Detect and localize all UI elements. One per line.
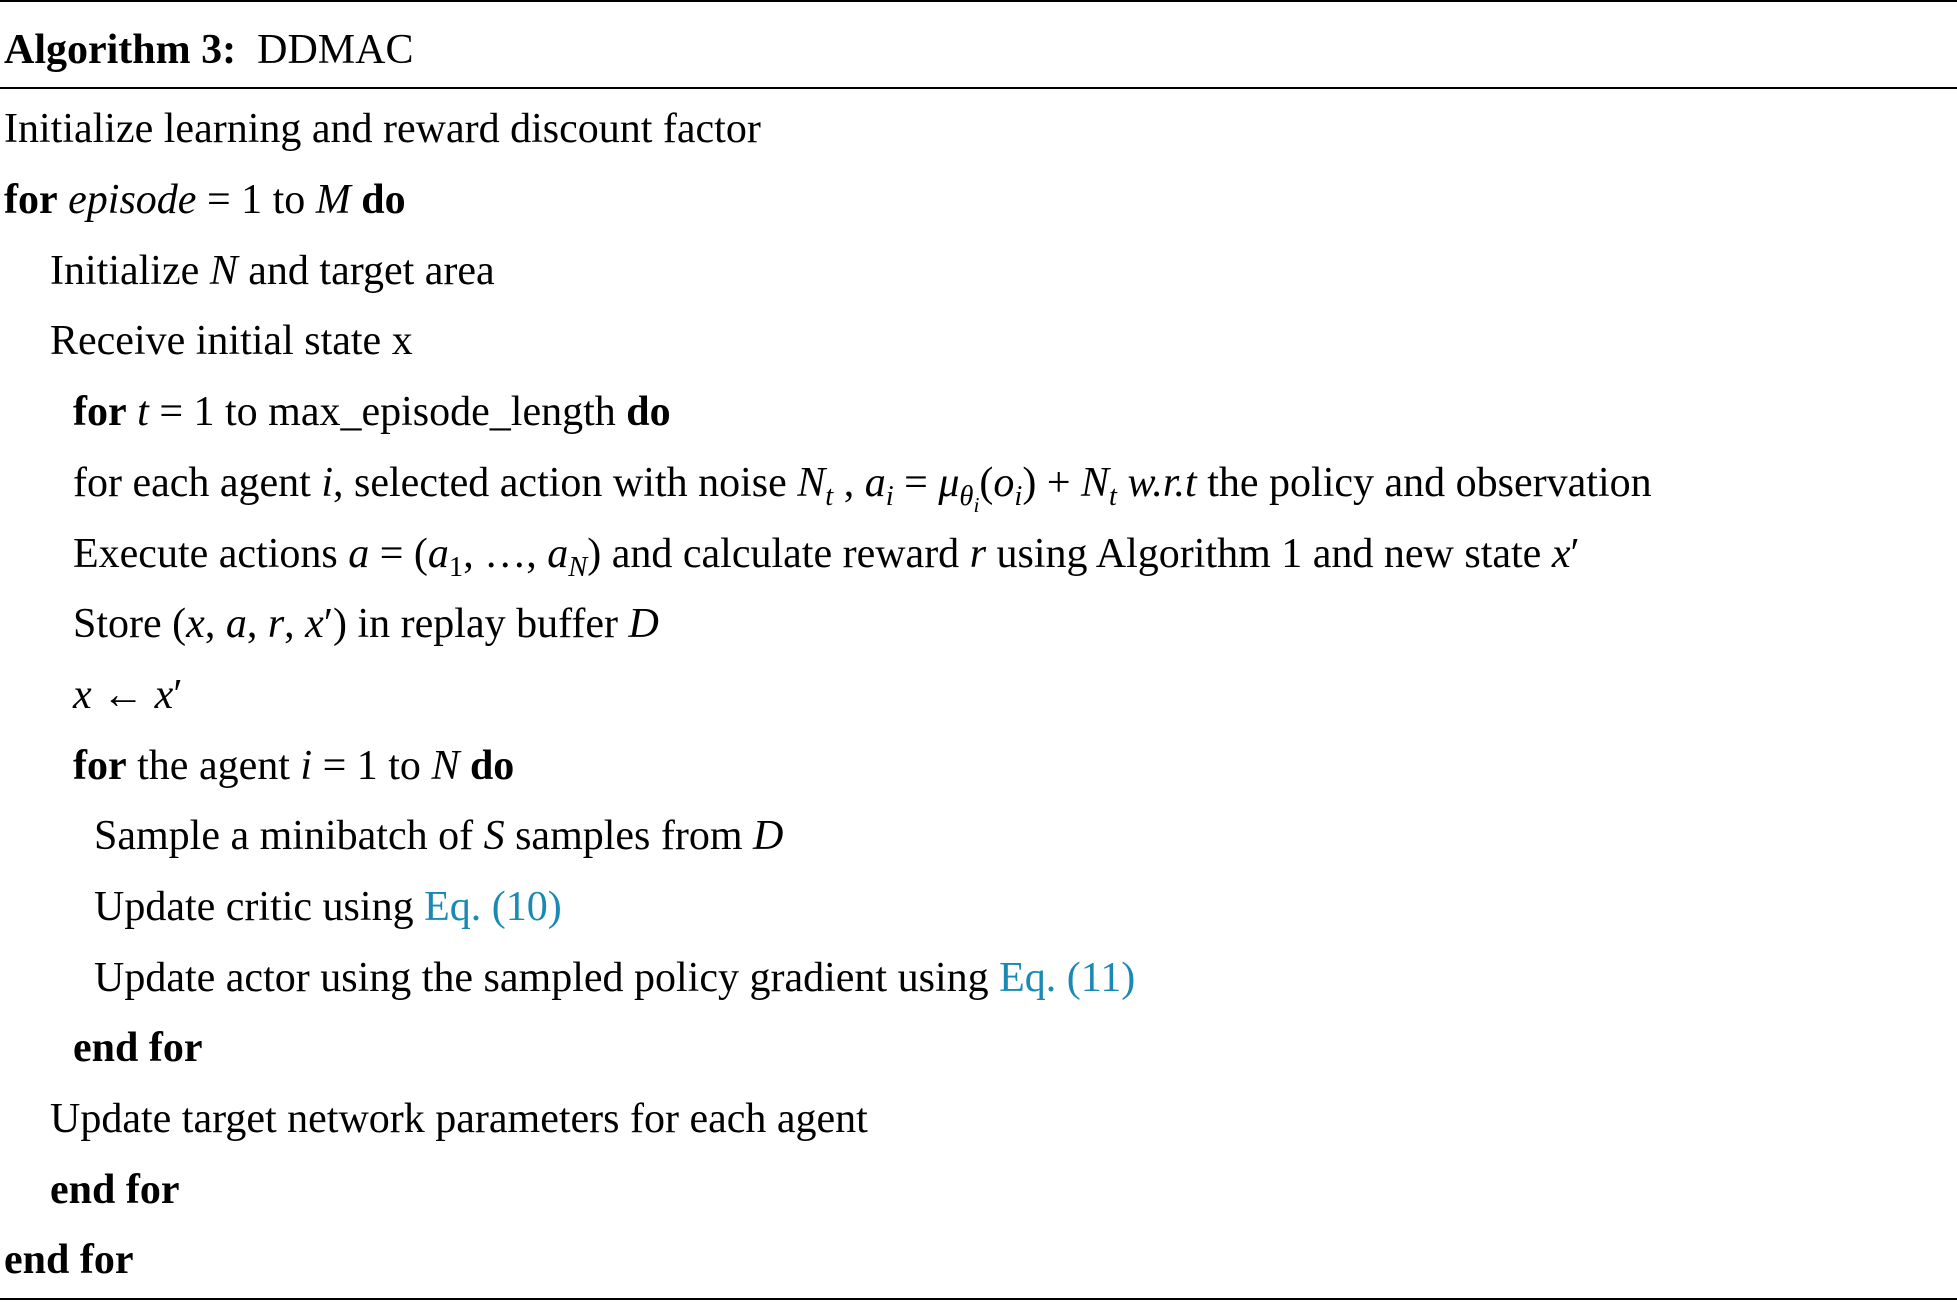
line-text: Initialize learning and reward discount factor [4,106,761,152]
i-var: i [321,460,334,506]
algo-line-11 [94,808,783,864]
algo-line-16 [50,1162,180,1218]
a-var: a [348,531,370,577]
m-var: M [315,177,351,223]
line-text: = 1 to [312,743,432,789]
wrt-text: w.r.t [1116,460,1197,506]
algorithm-label: Algorithm 3: [4,27,237,73]
algo-line-8 [73,596,659,652]
n-var: N [431,743,460,789]
line-text: = 1 to [196,177,316,223]
line-text: Store ( [73,601,187,647]
n-var: N [1081,460,1110,506]
do-keyword: do [626,389,671,435]
algo-line-2 [4,172,406,228]
i-subscript: i [973,492,980,517]
x-var: x [186,601,205,647]
header-rule [0,87,1957,89]
r-var: r [267,601,285,647]
o-var: o [993,460,1015,506]
for-keyword: for [4,177,58,223]
a-var: a [427,531,449,577]
prime-mark: ′ [323,601,334,647]
algo-line-5 [73,384,671,440]
for-keyword: for [73,743,127,789]
line-text: = 1 to max_episode_length [148,389,627,435]
i-subscript: i [885,481,894,513]
end-for-keyword: end for [73,1025,203,1071]
line-text: Execute actions [73,531,349,577]
algorithm-header [4,22,414,78]
line-text: , [833,460,865,506]
do-keyword: do [469,743,515,789]
end-for-keyword: end for [50,1167,180,1213]
line-text: ) [587,531,602,577]
algo-line-9 [73,667,183,723]
r-var: r [969,531,987,577]
line-text: , selected action with noise [333,460,798,506]
d-var: D [753,813,784,859]
algo-line-4 [50,313,413,369]
mu-symbol: μ [938,460,960,506]
prime-mark: ′ [1570,531,1580,577]
top-rule [0,0,1957,2]
algo-line-13 [94,950,1135,1006]
algo-line-14 [73,1020,203,1076]
line-text: samples from [504,813,754,859]
line-text: , [204,601,226,647]
algorithm-name: DDMAC [257,27,414,73]
line-text: , …, [463,531,548,577]
x-var: x [305,601,324,647]
algo-line-7 [73,526,1580,582]
algo-line-3 [50,243,495,299]
end-for-keyword: end for [4,1237,134,1283]
i-subscript: i [1014,481,1023,513]
line-text: = [893,460,939,506]
for-keyword: for [73,389,127,435]
line-text: ) in replay buffer [333,601,629,647]
episode-var: episode [68,177,197,223]
line-text: ) + [1022,460,1082,506]
a-var: a [547,531,569,577]
algo-line-6 [73,455,1652,517]
n-var: N [209,248,238,294]
line-text: ( [979,460,994,506]
line-text: Update actor using the sampled policy gradient using [94,955,1000,1001]
algo-line-17 [4,1232,134,1288]
line-text: for each agent [73,460,322,506]
line-text: Update critic using [94,884,425,930]
line-text: and calculate reward [601,531,970,577]
algo-line-1 [4,101,761,157]
t-subscript: t [825,481,834,513]
n-var: N [797,460,826,506]
t-subscript: t [1109,481,1117,513]
eq-10-link[interactable]: Eq. (10) [424,884,562,930]
a-var: a [864,460,886,506]
x-var: x [1551,531,1571,577]
algo-line-12 [94,879,562,935]
line-text: , [246,601,268,647]
d-var: D [628,601,659,647]
prime-mark: ′ [173,672,183,718]
bottom-rule [0,1298,1957,1300]
x-var: x [154,672,174,718]
line-text: Receive initial state x [50,318,413,364]
line-text: = ( [369,531,428,577]
theta-subscript: θ [959,481,974,513]
line-text: , [284,601,306,647]
line-text: the agent [126,743,301,789]
arrow-symbol: ← [91,672,155,718]
x-var: x [73,672,92,718]
line-text: and target area [237,248,495,294]
line-text: the policy and observation [1196,460,1652,506]
line-text: Update target network parameters for each agent [50,1096,868,1142]
one-subscript: 1 [448,552,464,584]
line-text: using Algorithm 1 and new state [986,531,1552,577]
algo-line-10 [73,738,514,794]
algo-line-15 [50,1091,868,1147]
a-var: a [225,601,247,647]
n-subscript: N [568,552,588,584]
do-keyword: do [361,177,406,223]
line-text: Initialize [50,248,210,294]
i-var: i [300,743,313,789]
s-var: S [483,813,505,859]
t-var: t [137,389,149,435]
line-text: Sample a minibatch of [94,813,484,859]
eq-11-link[interactable]: Eq. (11) [999,955,1136,1001]
